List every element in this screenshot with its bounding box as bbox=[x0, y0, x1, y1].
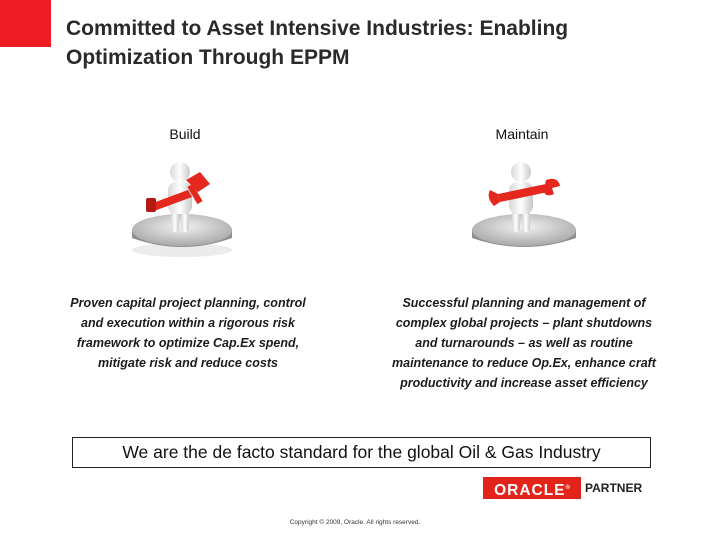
description-line: Successful planning and management of bbox=[402, 296, 646, 310]
title-line-2: Optimization Through EPPM bbox=[66, 46, 350, 69]
description-line: Proven capital project planning, control bbox=[70, 296, 306, 310]
description-line: complex global projects – plant shutdowns bbox=[395, 316, 653, 330]
maintain-label: Maintain bbox=[495, 126, 549, 142]
description-line: and turnarounds – as well as routine bbox=[415, 336, 633, 350]
description-line: mitigate risk and reduce costs bbox=[98, 356, 278, 370]
brand-red-bar bbox=[0, 0, 51, 47]
standard-banner: We are the de facto standard for the global Oil & Gas Industry bbox=[72, 437, 651, 468]
hammer-figure-icon bbox=[128, 150, 244, 270]
copyright-notice: Copyright © 2009, Oracle. All rights reserved. bbox=[289, 519, 421, 526]
build-description bbox=[38, 293, 338, 373]
description-line: framework to optimize Cap.Ex spend, bbox=[76, 336, 300, 350]
oracle-logo bbox=[483, 477, 581, 499]
wrench-figure-icon bbox=[468, 150, 584, 260]
maintain-description bbox=[370, 293, 678, 393]
title-line-1: Committed to Asset Intensive Industries: Enabling bbox=[66, 17, 569, 40]
partner-label: PARTNER bbox=[585, 481, 643, 495]
description-line: productivity and increase asset efficiency bbox=[400, 376, 648, 390]
slide-title bbox=[66, 14, 686, 72]
registered-mark: ® bbox=[565, 485, 570, 491]
description-line: maintenance to reduce Op.Ex, enhance craft bbox=[392, 356, 656, 370]
build-label: Build bbox=[169, 126, 201, 142]
description-line: and execution within a rigorous risk bbox=[81, 316, 295, 330]
oracle-logo-text: ORACLE bbox=[494, 482, 566, 500]
